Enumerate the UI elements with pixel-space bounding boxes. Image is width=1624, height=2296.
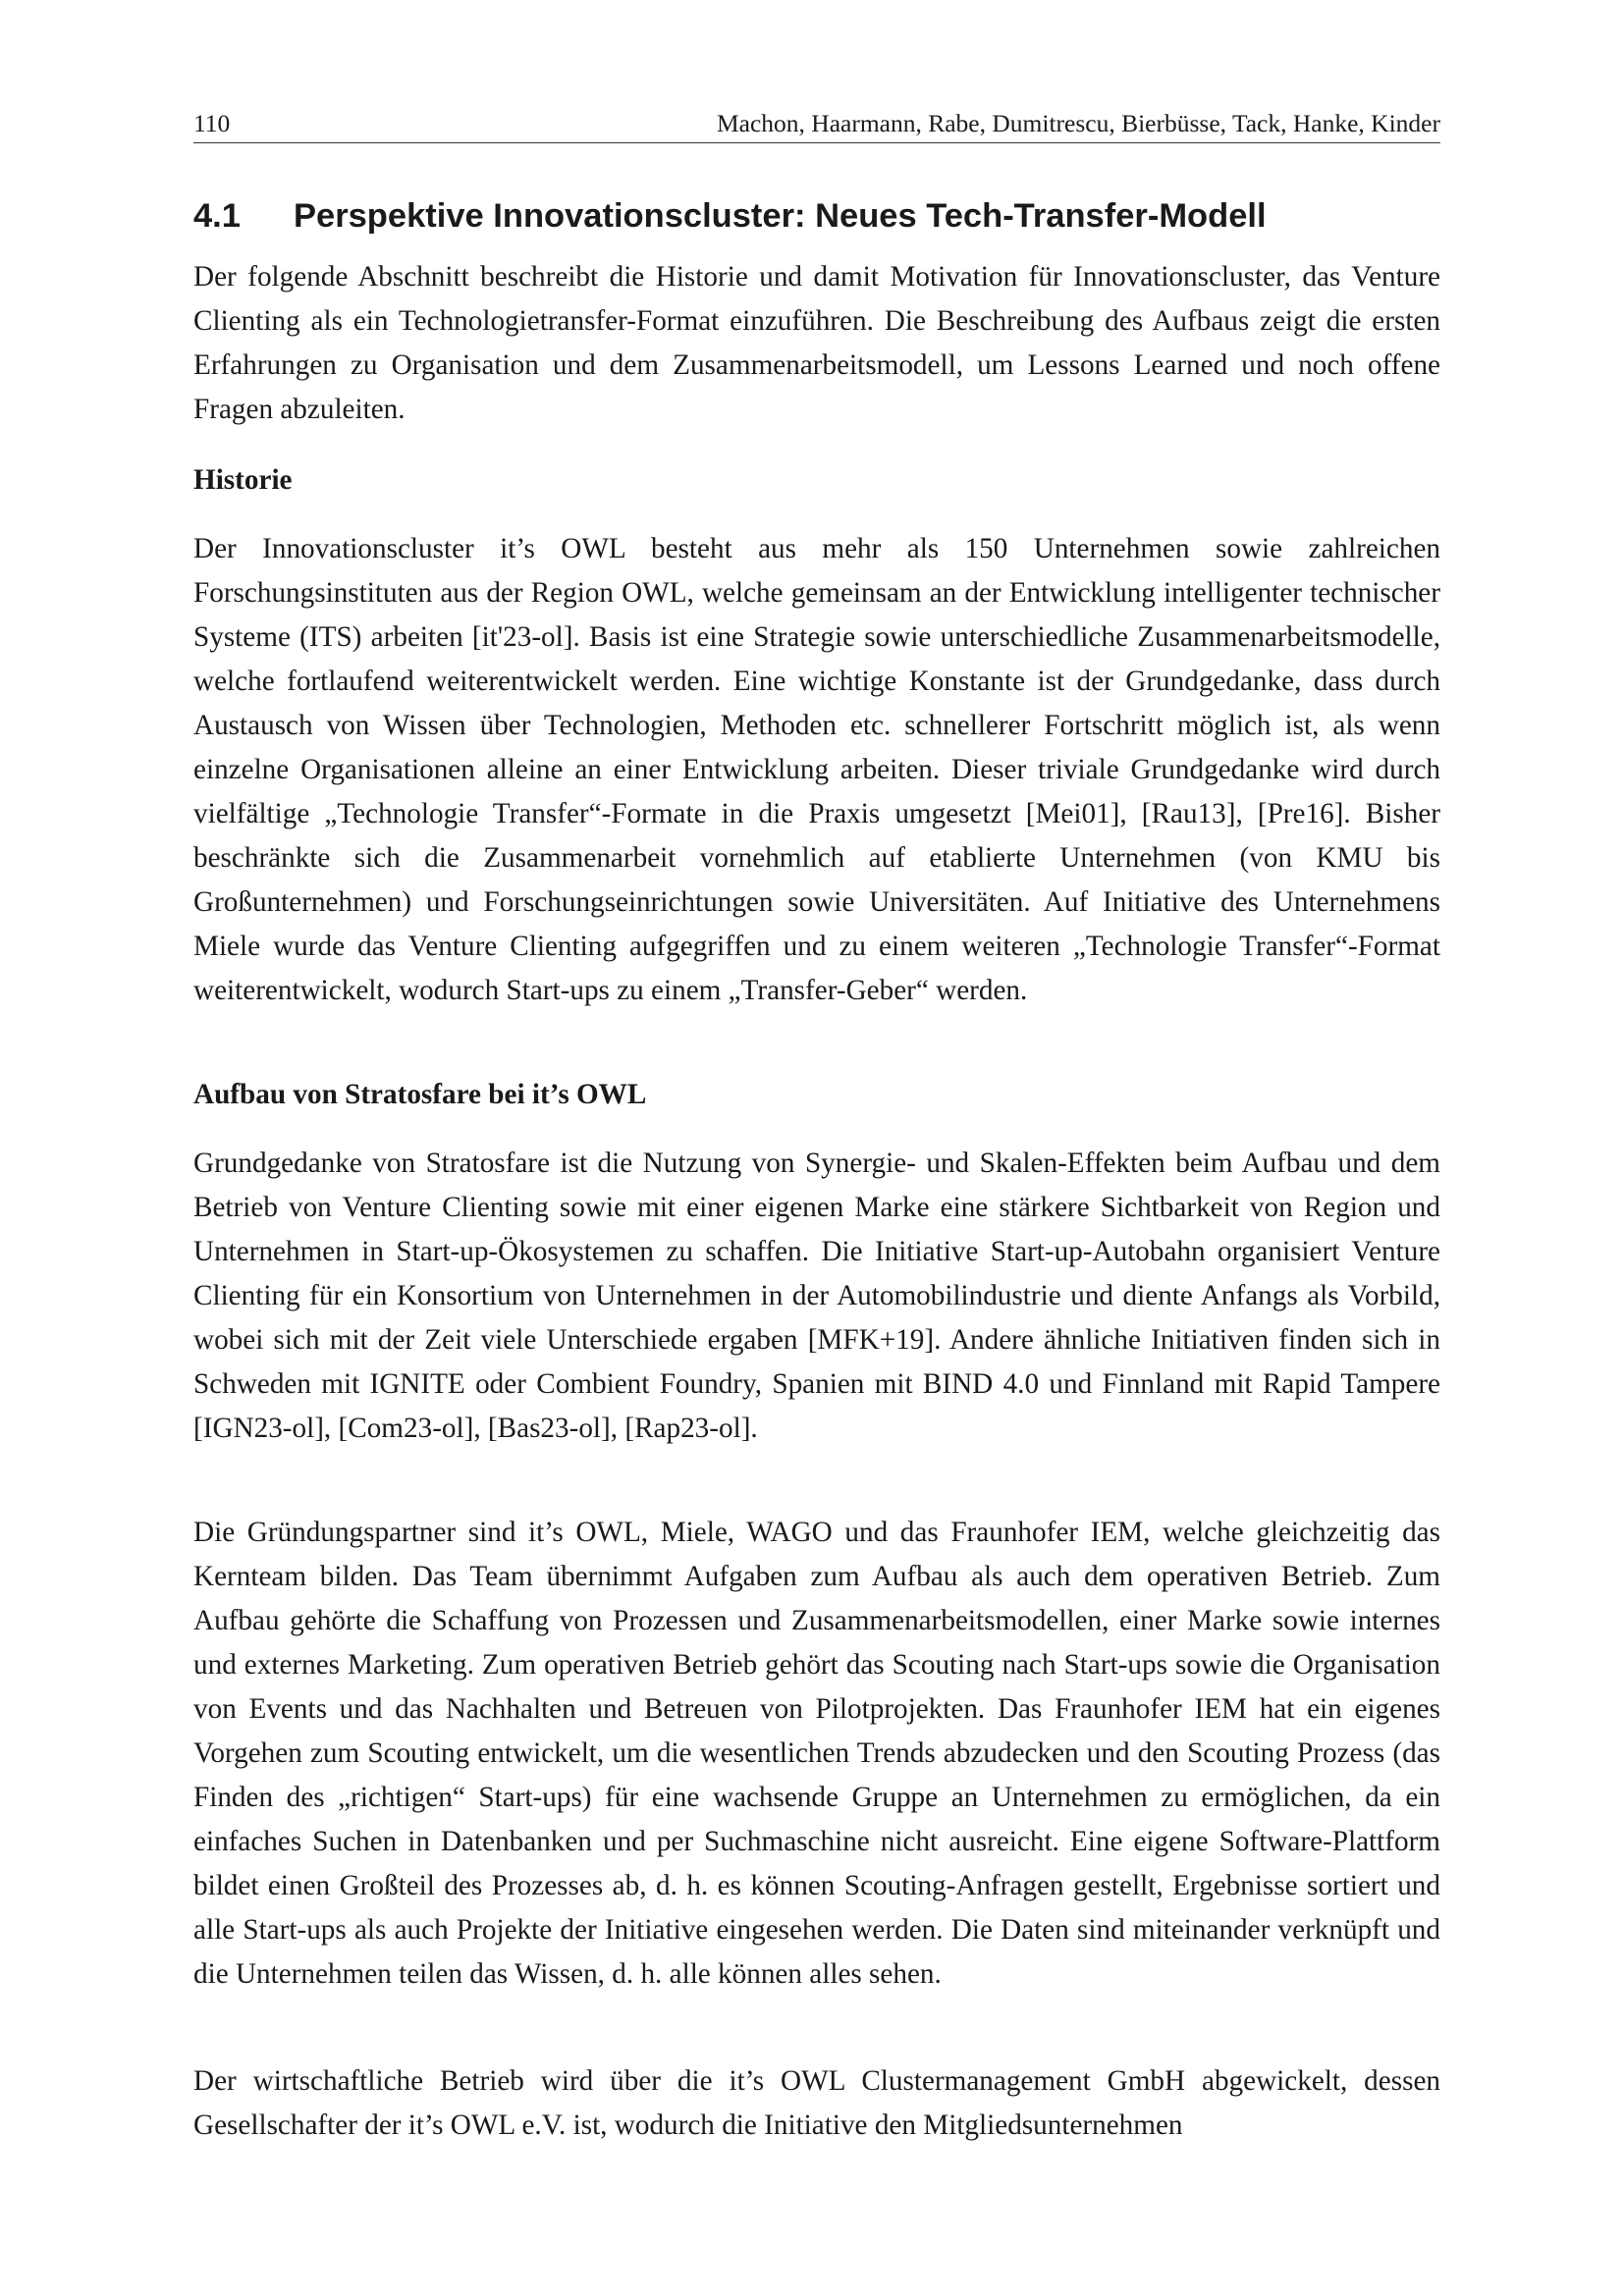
section-title: Perspektive Innovationscluster: Neues Tech-Transfer-Modell bbox=[294, 197, 1267, 235]
running-header bbox=[193, 108, 1440, 143]
intro-block bbox=[193, 255, 1440, 432]
historie-paragraph: Der Innovationscluster it’s OWL besteht aus mehr als 150 Unternehmen sowie zahlreichen Forschungsinstituten aus der Region OWL, welche gemeinsam an der Entwicklung intelligenter technischer Systeme (ITS) arbeiten [it'23-ol]. Basis ist eine Strategie sowie unterschiedliche Zusammenarbeitsmodelle, welche fortlaufend weiterentwickelt werden. Eine wichtige Konstante ist der Grundgedanke, dass durch Austausch von Wissen über Technologien, Methoden etc. schnellerer Fortschritt möglich ist, als wenn einzelne Organisationen alleine an einer Entwicklung arbeiten. Dieser triviale Grundgedanke wird durch vielfältige „Technologie Transfer“-Formate in die Praxis umgesetzt [Mei01], [Rau13], [Pre16]. Bisher beschränkte sich die Zusammenarbeit vornehmlich auf etablierte Unternehmen (von KMU bis Großunternehmen) und Forschungseinrichtungen sowie Universitäten. Auf Initiative des Unternehmens Miele wurde das Venture Clienting aufgegriffen und zu einem weiteren „Technologie Transfer“-Format weiterentwickelt, wodurch Start-ups zu einem „Transfer-Geber“ werden. bbox=[193, 533, 1440, 1006]
subheading-historie: Historie bbox=[193, 464, 293, 496]
historie-heading-block bbox=[193, 458, 1440, 503]
section-heading bbox=[193, 194, 1440, 238]
aufbau-paragraph-2: Die Gründungspartner sind it’s OWL, Miele, WAGO und das Fraunhofer IEM, welche gleichzeitig das Kernteam bilden. Das Team übernimmt Aufgaben zum Aufbau als auch dem operativen Betrieb. Zum Aufbau gehörte die Schaffung von Prozessen und Zusammenarbeitsmodellen, einer Marke sowie internes und externes Marketing. Zum operativen Betrieb gehört das Scouting nach Start-ups sowie die Organisation von Events und das Nachhalten und Betreuen von Pilotprojekten. Das Fraunhofer IEM hat ein eigenes Vorgehen zum Scouting entwickelt, um die wesentlichen Trends abzudecken und den Scouting Prozess (das Finden des „richtigen“ Start-ups) für eine wachsende Gruppe an Unternehmen zu ermöglichen, da ein einfaches Suchen in Datenbanken und per Suchmaschine nicht ausreicht. Eine eigene Software-Plattform bildet einen Großteil des Prozesses ab, d. h. es können Scouting-Anfragen gestellt, Ergebnisse sortiert und alle Start-ups als auch Projekte der Initiative eingesehen werden. Die Daten sind miteinander verknüpft und die Unternehmen teilen das Wissen, d. h. alle können alles sehen. bbox=[193, 1517, 1440, 1990]
subheading-aufbau: Aufbau von Stratosfare bei it’s OWL bbox=[193, 1079, 647, 1110]
historie-block bbox=[193, 527, 1440, 1013]
aufbau-heading-block bbox=[193, 1073, 1440, 1117]
aufbau-block-1 bbox=[193, 1142, 1440, 1451]
page-number: 110 bbox=[193, 109, 231, 137]
aufbau-paragraph-1: Grundgedanke von Stratosfare ist die Nutzung von Synergie- und Skalen-Effekten beim Aufbau und dem Betrieb von Venture Clienting sowie mit einer eigenen Marke eine stärkere Sichtbarkeit von Region und Unternehmen in Start-up-Ökosystemen zu schaffen. Die Initiative Start-up-Autobahn organisiert Venture Clienting für ein Konsortium von Unternehmen in der Automobilindustrie und diente Anfangs als Vorbild, wobei sich mit der Zeit viele Unterschiede ergaben [MFK+19]. Andere ähnliche Initiativen finden sich in Schweden mit IGNITE oder Combient Foundry, Spanien mit BIND 4.0 und Finnland mit Rapid Tampere [IGN23-ol], [Com23-ol], [Bas23-ol], [Rap23-ol]. bbox=[193, 1148, 1440, 1444]
header-authors: Machon, Haarmann, Rabe, Dumitrescu, Bierbüsse, Tack, Hanke, Kinder bbox=[716, 109, 1440, 137]
aufbau-block-2 bbox=[193, 1511, 1440, 1997]
aufbau-block-3 bbox=[193, 2059, 1440, 2148]
aufbau-paragraph-3: Der wirtschaftliche Betrieb wird über die it’s OWL Clustermanagement GmbH abgewickelt, dessen Gesellschafter der it’s OWL e.V. ist, wodurch die Initiative den Mitgliedsunternehmen bbox=[193, 2065, 1440, 2141]
intro-paragraph: Der folgende Abschnitt beschreibt die Historie und damit Motivation für Innovationscluster, das Venture Clienting als ein Technologietransfer-Format einzuführen. Die Beschreibung des Aufbaus zeigt die ersten Erfahrungen zu Organisation und dem Zusammenarbeitsmodell, um Lessons Learned und noch offene Fragen abzuleiten. bbox=[193, 261, 1440, 425]
section-number: 4.1 bbox=[193, 197, 241, 235]
document-page bbox=[193, 0, 1440, 2296]
